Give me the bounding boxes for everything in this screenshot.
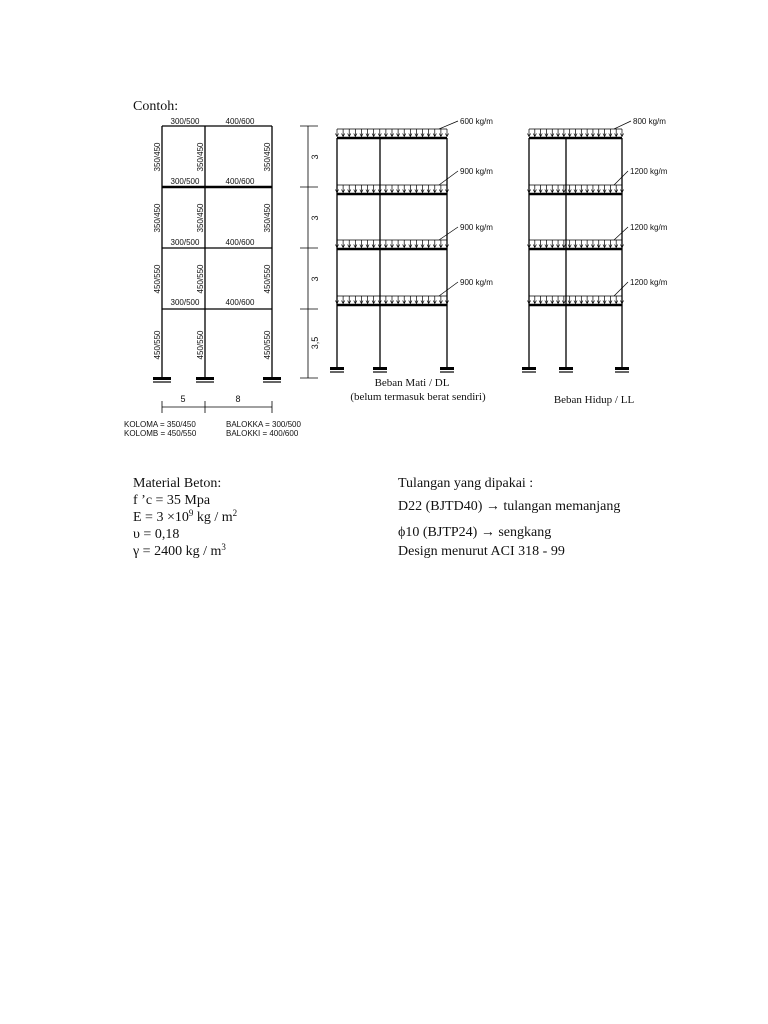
beam-label: 300/500 — [170, 238, 200, 247]
legend-koloma: KOLOMA = 350/450 — [124, 420, 196, 429]
dl-load-label: 900 kg/m — [460, 223, 493, 232]
frame-dl-geometry — [330, 138, 454, 372]
dl-distributed-loads — [335, 121, 458, 304]
legend-balokka: BALOKKA = 300/500 — [226, 420, 301, 429]
column-label: 350/450 — [263, 203, 272, 233]
frame-ll-geometry — [522, 138, 629, 372]
beam-label: 300/500 — [170, 117, 200, 126]
ll-load-label: 800 kg/m — [633, 117, 666, 126]
rebar-title: Tulangan yang dipakai : — [398, 476, 534, 491]
beam-label: 300/500 — [170, 177, 200, 186]
beam-label: 300/500 — [170, 298, 200, 307]
support-middle — [196, 377, 214, 380]
dl-caption-note: (belum termasuk berat sendiri) — [350, 391, 486, 403]
legend-kolomb: KOLOMB = 450/550 — [124, 429, 197, 438]
story-height: 3 — [310, 215, 320, 221]
column-label: 350/450 — [196, 203, 205, 233]
column-label: 450/550 — [196, 264, 205, 294]
ll-caption: Beban Hidup / LL — [553, 394, 635, 406]
rebar-main: D22 (BJTD40) → tulangan memanjang — [398, 499, 621, 514]
ll-load-label: 1200 kg/m — [630, 278, 668, 287]
column-label: 450/550 — [263, 330, 272, 360]
span-width: 8 — [235, 394, 241, 404]
material-fc: f ’c = 35 Mpa — [133, 493, 211, 508]
ll-load-label: 1200 kg/m — [630, 167, 668, 176]
dl-load-label: 900 kg/m — [460, 167, 493, 176]
story-height: 3,5 — [310, 336, 320, 350]
support-left — [153, 377, 171, 380]
rebar-code: Design menurut ACI 318 - 99 — [398, 544, 565, 559]
dl-load-label: 600 kg/m — [460, 117, 493, 126]
frame-geometry — [153, 126, 281, 382]
column-label: 450/550 — [153, 330, 162, 360]
beam-label: 400/600 — [225, 177, 255, 186]
column-label: 350/450 — [196, 142, 205, 172]
span-width: 5 — [180, 394, 186, 404]
material-poisson: υ = 0,18 — [133, 527, 180, 542]
column-label: 450/550 — [263, 264, 272, 294]
column-label: 450/550 — [196, 330, 205, 360]
column-label: 350/450 — [263, 142, 272, 172]
story-height: 3 — [310, 154, 320, 160]
dl-load-label: 900 kg/m — [460, 278, 493, 287]
column-label: 350/450 — [153, 203, 162, 233]
dl-caption: Beban Mati / DL — [374, 377, 450, 389]
support-right — [263, 377, 281, 380]
heading: Contoh: — [133, 99, 179, 114]
legend-balokki: BALOKKI = 400/600 — [226, 429, 299, 438]
story-height: 3 — [310, 276, 320, 282]
material-density: γ = 2400 kg / $m^3$ — [133, 542, 226, 559]
column-label: 350/450 — [153, 142, 162, 172]
material-title: Material Beton: — [133, 476, 222, 491]
span-dimension-line — [162, 401, 272, 413]
rebar-stirrup: ϕ10 (BJTP24) → sengkang — [398, 525, 552, 540]
beam-label: 400/600 — [225, 298, 255, 307]
beam-label: 400/600 — [225, 117, 255, 126]
ll-load-label: 1200 kg/m — [630, 223, 668, 232]
beam-label: 400/600 — [225, 238, 255, 247]
ll-distributed-loads — [527, 121, 631, 304]
material-e: $E = 3 \times 10^9$ kg / $m^2$ — [133, 508, 238, 525]
column-label: 450/550 — [153, 264, 162, 294]
